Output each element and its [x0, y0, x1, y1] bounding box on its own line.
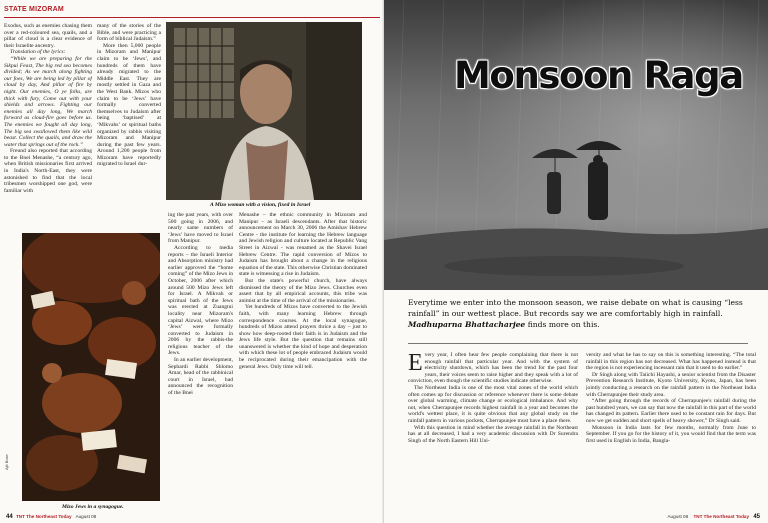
article-column-right-2	[586, 352, 756, 508]
paragraph: Menashe – the ethnic community in Mizoram and Manipur – as Israeli descendants. After that historic announcement on March 30, 2006 the Amishav Hebrew Centre - the institute for learning the Hebrew language and Jewish religion and culture located at Republic Vang Street in Aizwal - was renamed as the Shavei Israel Hebrew Centre. The rapid conversion of Mizos to Judaism has brought about a change in the religious equation of the state. This otherwise Christian dominated state is witnessing a rise in Judaism.	[239, 212, 367, 278]
article-column-right-1	[408, 352, 578, 508]
photo-mizo-woman	[166, 22, 362, 200]
paragraph: More then 5,000 people in Mizoram and Manipur claim to be ‘Jews’, and hundreds of them have already migrated to the Middle East. They are mostly settled in Gaza and the West Bank. Mizos who claim to be ‘Jews’ have formally converted themselves to Judaism after being ‘baptised’ at ‘Mikvahs’ or spiritual baths organized by rabbis visiting Mizoram and Manipur during the past few years. Around 1,200 people from Mizoram have reportedly migrated to Israel dur-	[97, 42, 161, 168]
footer-brand: TNT The Northeast Today	[15, 514, 72, 519]
caption-mizo-woman: A Mizo woman with a vision, fixed in Israel	[210, 202, 311, 208]
section-rule	[4, 17, 380, 18]
paragraph: But the state's powerful church, have always dismissed the theory of the Mizo Jews. Churches even assert that by all empirical accounts, this tribe was animist at the time of the arrival of the missionaries.	[239, 277, 367, 304]
divider-rule	[408, 343, 748, 344]
paragraph: Dr Singh along with Taiichi Hayashi, a senior scientist from the Disaster Prevention Research Institute, Kyoto University, Kyoto, Japan, has been jointly conducting a research on the rainfall pattern in the Northeast India with Cherrapunjee their study area.	[586, 371, 756, 398]
standfirst-tail: finds more on this.	[527, 320, 600, 329]
woman-photo-image	[166, 22, 362, 200]
synagogue-photo-image	[22, 233, 160, 501]
caption-synagogue: Mizo Jews in a synagogue.	[62, 504, 124, 510]
right-page	[384, 0, 768, 523]
article-headline: Monsoon Raga	[454, 54, 743, 97]
paragraph: Translation of the lyrics:	[10, 49, 66, 56]
paragraph: Exodus, such as enemies chasing them over a red-coloured sea, quails, and a pillar of cloud is a clear evidence of their Israelite ancestry.	[4, 23, 92, 49]
paragraph: many of the stories of the Bible, and were practicing a form of biblical Judaism.”	[97, 23, 161, 43]
paragraph: According to media reports – the Israeli Interior and Absorption ministry had earlier approved the “home coming” of the Mizo Jews in October, 2006 after which around 500 Mizo Jews left for Israel. A Mikvah or spiritual bath of the Jews was erected at Zuangtui locality near Mizoram's capital Aizwal, where Mizo ‘Jews’ were formally converted to Judaism in 2006 by the rabbis-the religious teacher of the Jews.	[168, 244, 233, 357]
paragraph: ing the past years, with over 500 going in 2006, and nearly same numbers of ‘Jews’ have moved to Israel from Manipur.	[168, 212, 233, 245]
page-number: 44	[6, 514, 13, 520]
paragraph: Monsoon in India lasts for few months, normally from June to September. If you go for the history of it, you would find that the term was first used in English in India, Bangla-	[586, 424, 756, 444]
standfirst-text: Everytime we enter into the monsoon season, we raise debate on what is causing “less rainfall” in our wettest place. But records say we are comfortably high in rainfall.	[408, 298, 743, 318]
footer-date: August 08	[667, 514, 689, 519]
footer-left	[6, 514, 96, 520]
footer-right	[667, 514, 762, 520]
footer-brand: TNT The Northeast Today	[693, 514, 750, 519]
footer-date: August 08	[75, 514, 97, 519]
drop-cap: E	[408, 352, 423, 376]
paragraph: “While we are preparing for the Sikpui Feast, The big red sea becomes divided; As we march along fighting our foes, We are being led by pillar of cloud by day, And pillar of fire by night. Our enemies, O ye folks, are thick with fury, Come out with your shields and arrows. Fighting our enemies all day long, We march forward as cloud-fire goes before us. The enemies we fought all day long, The big sea swallowed them like wild beast. Collect the quails, and draw the water that springs out of the rock.”	[4, 55, 92, 148]
paragraph: The Northeast India is one of the most vital zones of the world which often comes up for discussion or reference whenever there is some debate over global warming, climate change or ecological imbalance. And why not, when Cherrapunjee records highest rainfall in a year and becomes the world's wettest place, it is quite obvious that any global study on the rainfall pattern in various pockets, Cherrapunjee must have a place there.	[408, 384, 578, 424]
article-column-4	[239, 212, 367, 508]
hero-photo-rain	[384, 0, 768, 290]
paragraph: Yet hundreds of Mizos have converted to the Jewish faith, with many learning Hebrew through correspondence courses. At the local synagogue, hundreds of Mizos attend prayers thrice a day – just to show how deep-rooted their faith is in Judaism and the Jews life style. But the question that remains still unanswered is whether the kind of hope and desperation with which these lot of people embraced Judaism would be reciprocated during their emancipation with the general Jews. Only time will tell.	[239, 304, 367, 370]
section-tag: STATE MIZORAM	[4, 6, 64, 13]
article-standfirst	[408, 297, 758, 330]
paragraph: Freund also reported that according to the Bnei Menashe, “a century ago, when British missionaries first arrived in India's North-East, they were astonished to find that the local tribesmen worshipped one god, were familiar with	[4, 148, 92, 194]
paragraph: With this question in mind whether the average rainfall in the Northeast has at all decreased, I had a very academic discussion with Dr Surendra Singh of the North Eastern Hill Uni-	[408, 424, 578, 444]
photo-credit: Ajit Bose	[4, 454, 9, 470]
author-name: Madhuparna Bhattacharjee	[408, 320, 526, 329]
paragraph: In an earlier development, Sephardi Rabbi Shlomo Amar, head of the rabbinical court in Israel, had announced the recognition of the Bnei	[168, 357, 233, 397]
monsoon-photo-image	[384, 0, 768, 290]
paragraph: versity and what he has to say on this is something interesting. “The total rainfall in this region has not decreased. What has happened instead is that the region is not experiencing incessant rain that it used to do earlier.”	[586, 352, 756, 372]
page-number: 45	[753, 514, 760, 520]
paragraph: very year, I often hear few people complaining that there is not enough rainfall that particular year. And with the system of electricity shutdown, which has been the trend for the past four years, their voices seem to raise higher and they speak with a lot of conviction, even though the scientific studies indicate otherwise.	[408, 352, 578, 385]
photo-synagogue	[22, 233, 160, 501]
paragraph: “After going through the records of Cherrapunjee's rainfall during the past hundred years, we can say that now the rainfall in this part of the world has changed its pattern. Earlier there used to be constant rain for days. But now we get sudden and short spells of heavy shower,” Dr Singh said.	[586, 398, 756, 424]
article-column-1	[4, 23, 92, 228]
article-column-3	[168, 212, 233, 508]
